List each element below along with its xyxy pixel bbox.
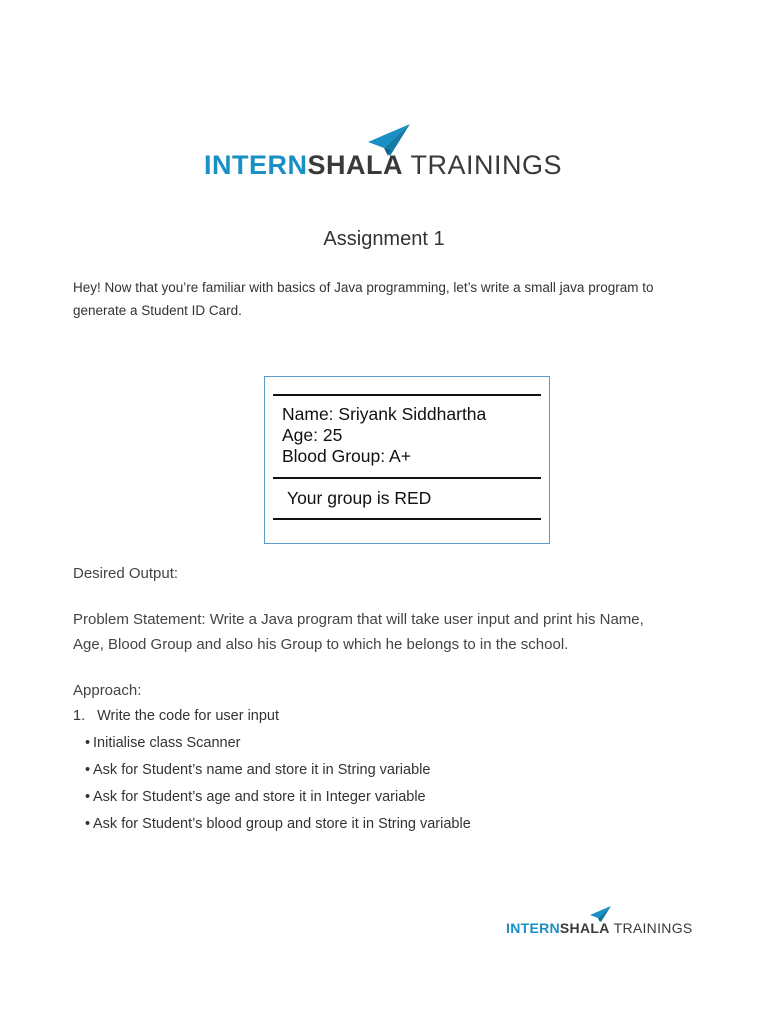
internshala-logo-top (204, 120, 584, 180)
list-item: • Ask for Student’s name and store it in String variable (85, 762, 431, 778)
step-text: Write the code for user input (97, 708, 280, 724)
card-divider-bottom (273, 518, 541, 520)
list-item-text: Ask for Student’s age and store it in Integer variable (93, 789, 426, 805)
logo-shala: SHALA (307, 150, 403, 180)
page-title: Assignment 1 (323, 228, 445, 250)
card-age: Age: 25 (282, 425, 343, 445)
logo-wordmark (204, 150, 562, 181)
logo-trainings: TRAININGS (613, 920, 693, 936)
list-item: • Ask for Student’s blood group and store it in String variable (85, 816, 471, 832)
list-item: • Initialise class Scanner (85, 735, 241, 751)
list-item-text: Ask for Student’s name and store it in String variable (93, 762, 431, 778)
student-id-card (264, 376, 550, 544)
approach-step-1 (73, 708, 279, 724)
internshala-logo-bottom (506, 904, 706, 944)
list-item-text: Ask for Student’s blood group and store it in String variable (93, 816, 471, 832)
logo-intern: INTERN (506, 920, 560, 936)
card-divider-top (273, 394, 541, 396)
logo-trainings: TRAININGS (410, 150, 563, 180)
step-number: 1. (73, 708, 86, 724)
logo-shala: SHALA (559, 920, 610, 936)
card-blood-group: Blood Group: A+ (282, 446, 411, 466)
problem-statement-line-1: Problem Statement: Write a Java program that will take user input and print his Name, (73, 611, 644, 628)
logo-wordmark (506, 920, 693, 936)
list-item: • Ask for Student’s age and store it in Integer variable (85, 789, 426, 805)
desired-output-heading: Desired Output: (73, 565, 179, 582)
approach-heading: Approach: (73, 682, 142, 699)
logo-intern: INTERN (204, 150, 308, 180)
intro-line-2: generate a Student ID Card. (73, 303, 242, 318)
intro-line-1: Hey! Now that you’re familiar with basics of Java programming, let’s write a small java program to (73, 280, 654, 295)
card-group: Your group is RED (287, 488, 432, 508)
problem-statement-line-2: Age, Blood Group and also his Group to which he belongs to in the school. (73, 636, 569, 653)
card-name: Name: Sriyank Siddhartha (282, 404, 487, 424)
list-item-text: Initialise class Scanner (93, 735, 241, 751)
card-divider-middle (273, 477, 541, 479)
